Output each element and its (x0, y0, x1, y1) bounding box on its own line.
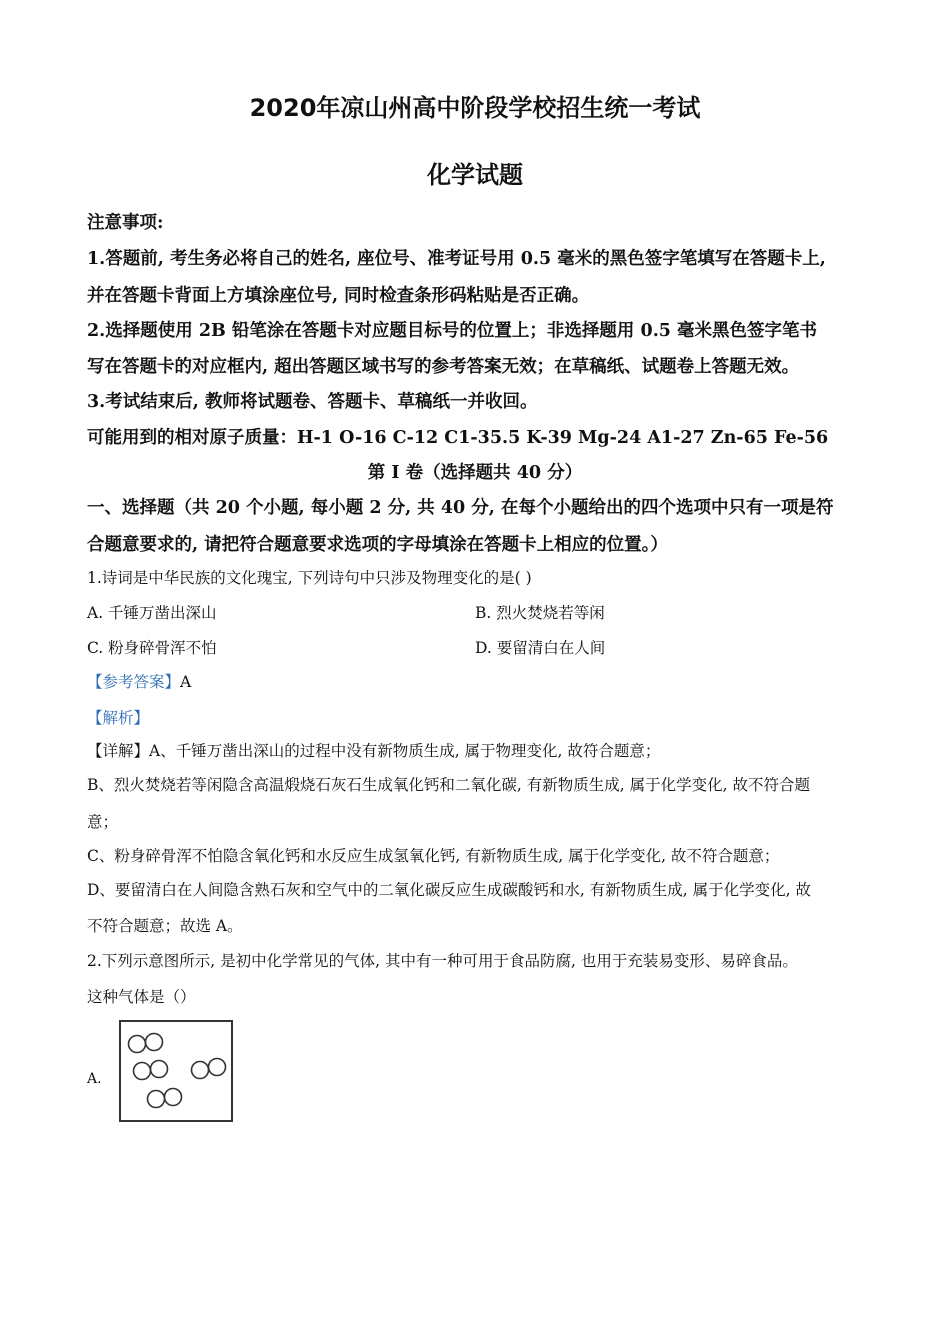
detail-line-3: 意； (87, 813, 119, 831)
question-1-option-d: D. 要留清白在人间 (475, 639, 606, 657)
question-1-stem: 1.诗词是中华民族的文化瑰宝, 下列诗句中只涉及物理变化的是( ) (87, 569, 532, 587)
atom (192, 1062, 209, 1079)
question-1-option-a: A. 千锤万凿出深山 (87, 604, 217, 622)
question-1-option-b: B. 烈火焚烧若等闲 (475, 604, 605, 622)
detail-line-1: 【详解】A、千锤万凿出深山的过程中没有新物质生成, 属于物理变化, 故符合题意； (87, 742, 661, 760)
atom (165, 1089, 182, 1106)
notice-item-1-line-2: 并在答题卡背面上方填涂座位号, 同时检查条形码粘贴是否正确。 (87, 286, 590, 306)
atom (209, 1059, 226, 1076)
atomic-masses: 可能用到的相对原子质量：H-1 O-16 C-12 C1-35.5 K-39 Mg-24 A1-27 Zn-65 Fe-56 (87, 428, 829, 448)
atom (134, 1063, 151, 1080)
answer-value: A (180, 673, 192, 691)
detail-line-4: C、粉身碎骨浑不怕隐含氧化钙和水反应生成氢氧化钙, 有新物质生成, 属于化学变化, 故不符合题意； (87, 847, 780, 865)
detail-line-5: D、要留清白在人间隐含熟石灰和空气中的二氧化碳反应生成碳酸钙和水, 有新物质生成, 属于化学变化, 故 (87, 881, 811, 899)
answer-label: 【参考答案】 (87, 673, 181, 691)
question-2-stem-line-1: 2.下列示意图所示, 是初中化学常见的气体, 其中有一种可用于食品防腐, 也用于充装易变形、易碎食品。 (87, 952, 798, 970)
detail-line-2: B、烈火焚烧若等闲隐含高温煅烧石灰石生成氧化钙和二氧化碳, 有新物质生成, 属于化学变化, 故不符合题 (87, 776, 810, 794)
section-instructions-line-1: 一、选择题（共 20 个小题, 每小题 2 分, 共 40 分, 在每个小题给出的四个选项中只有一项是符 (87, 498, 834, 518)
molecule-diagram-option-a (119, 1020, 233, 1122)
detail-line-6: 不符合题意；故选 A。 (87, 917, 243, 935)
atom (129, 1036, 146, 1053)
exam-subtitle: 化学试题 (427, 160, 523, 189)
question-2-option-a-label: A. (87, 1071, 102, 1087)
diatomic-molecules-figure (121, 1022, 235, 1124)
notice-item-1-line-1: 1.答题前, 考生务必将自己的姓名, 座位号、准考证号用 0.5 毫米的黑色签字笔填写在答题卡上, (87, 249, 826, 269)
volume-title: 第 I 卷（选择题共 40 分） (367, 463, 583, 483)
analysis-label: 【解析】 (87, 709, 150, 727)
notice-item-3: 3.考试结束后, 教师将试题卷、答题卡、草稿纸一并收回。 (87, 392, 538, 412)
question-1-answer (87, 670, 191, 692)
notice-item-2-line-1: 2.选择题使用 2B 铅笔涂在答题卡对应题目标号的位置上；非选择题用 0.5 毫米黑色签字笔书 (87, 321, 818, 341)
notice-heading: 注意事项: (87, 213, 164, 233)
exam-title: 2020年凉山州高中阶段学校招生统一考试 (249, 94, 701, 122)
atom (146, 1034, 163, 1051)
notice-item-2-line-2: 写在答题卡的对应框内, 超出答题区域书写的参考答案无效；在草稿纸、试题卷上答题无效。 (87, 357, 800, 377)
atom (148, 1091, 165, 1108)
atom (151, 1061, 168, 1078)
section-instructions-line-2: 合题意要求的, 请把符合题意要求选项的字母填涂在答题卡上相应的位置。） (87, 535, 668, 555)
question-2-stem-line-2: 这种气体是（） (87, 988, 196, 1006)
question-1-option-c: C. 粉身碎骨浑不怕 (87, 639, 217, 657)
